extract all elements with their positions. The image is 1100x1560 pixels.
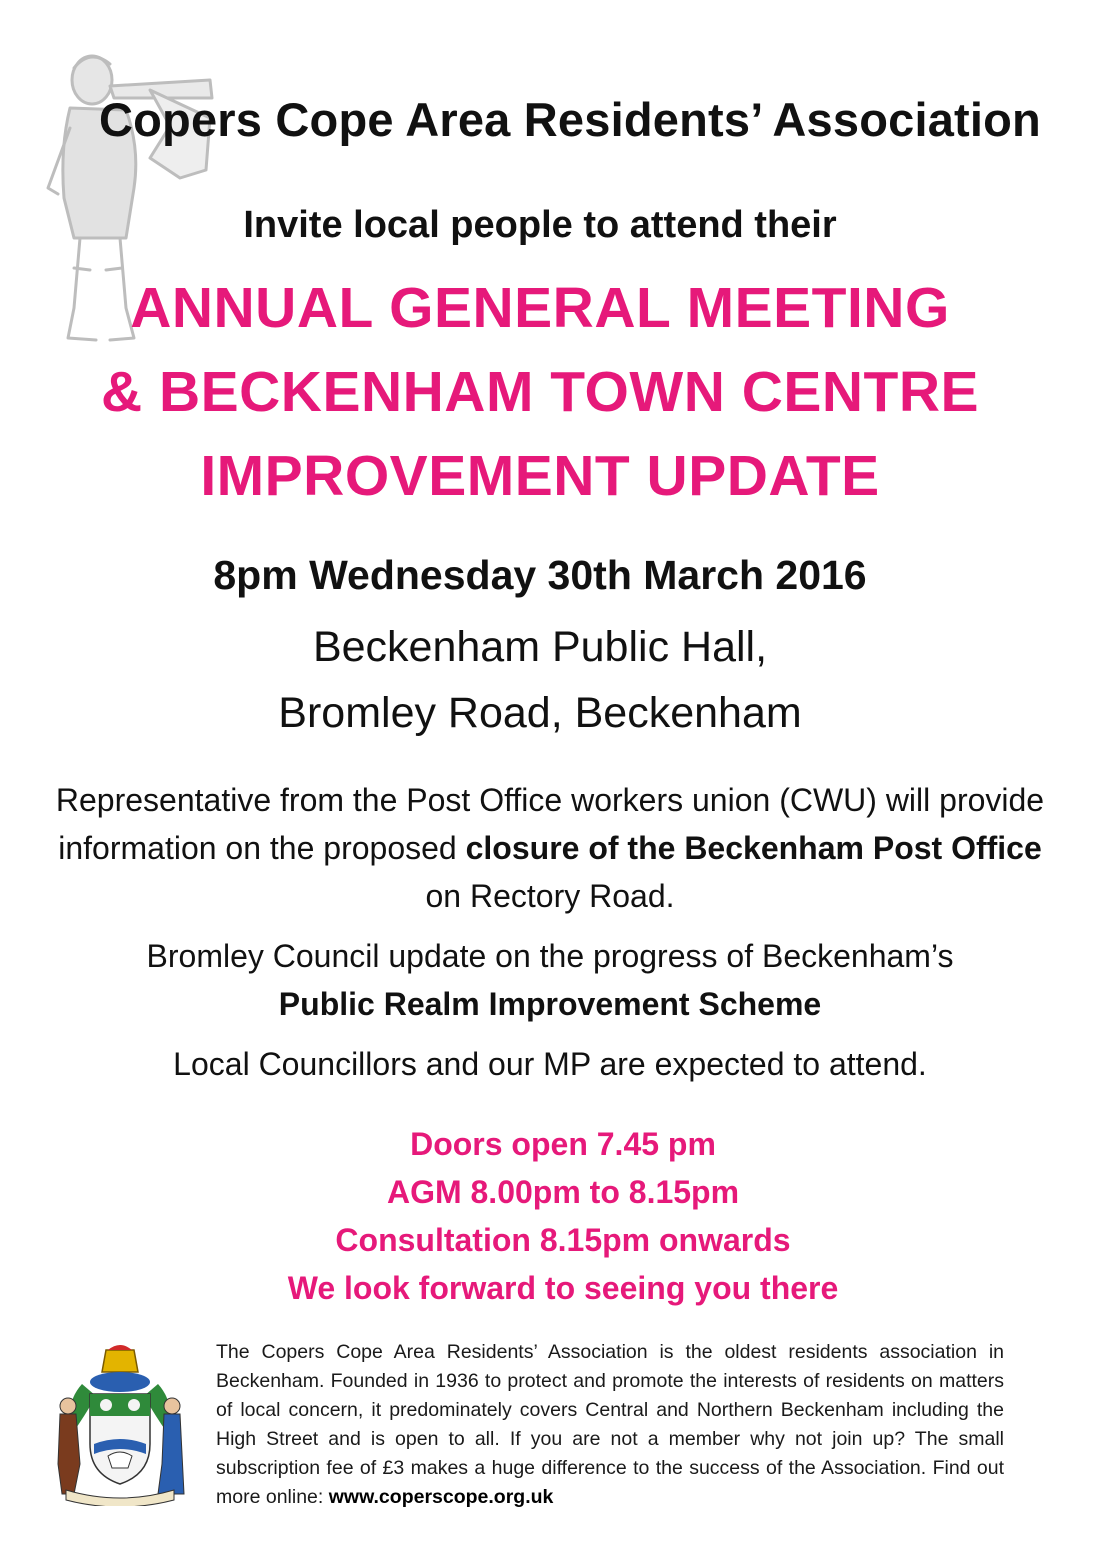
about-text: The Copers Cope Area Residents’ Association is the oldest residents association in Beckenham. Founded in 1936 to protect and promote the interests of residents on matters of local concern, it predominately covers Central and Northern Beckenham including the High Street and is open to all. If you are not a member why not join up? The small subscription fee of £3 makes a huge difference to the success of the Association. Find out more online: xyxy=(216,1341,1004,1508)
council-update-paragraph xyxy=(40,932,1060,1028)
p2-text: Bromley Council update on the progress of Beckenham’s xyxy=(146,938,954,974)
p2-bold-text: Public Realm Improvement Scheme xyxy=(278,986,822,1022)
p1-text-start: Representative from the Post Office workers union (CWU) will provide information on the proposed xyxy=(55,782,1045,866)
event-venue xyxy=(0,614,1080,746)
invite-line xyxy=(0,204,1100,247)
schedule xyxy=(0,1120,1100,1312)
headline-line-1: ANNUAL GENERAL MEETING xyxy=(130,276,950,340)
website-link[interactable]: www.coperscope.org.uk xyxy=(328,1486,554,1508)
event-date-time: 8pm Wednesday 30th March 2016 xyxy=(213,552,867,598)
schedule-agm: AGM 8.00pm to 8.15pm xyxy=(386,1174,740,1210)
coat-of-arms-icon xyxy=(46,1344,194,1506)
event-headline xyxy=(0,266,1080,518)
venue-line-1: Beckenham Public Hall, xyxy=(312,623,768,671)
headline-line-2: & BECKENHAM TOWN CENTRE xyxy=(100,360,980,424)
schedule-closing: We look forward to seeing you there xyxy=(287,1270,839,1306)
schedule-doors: Doors open 7.45 pm xyxy=(410,1126,716,1162)
p1-text-end: on Rectory Road. xyxy=(425,878,675,914)
headline-line-3: IMPROVEMENT UPDATE xyxy=(200,444,880,508)
association-info xyxy=(216,1338,1004,1512)
p1-bold-text: closure of the Beckenham Post Office xyxy=(465,830,1042,866)
schedule-consultation: Consultation 8.15pm onwards xyxy=(335,1222,791,1258)
organization-title: Copers Cope Area Residents’ Association xyxy=(99,93,1041,146)
councillors-paragraph: Local Councillors and our MP are expected to attend. xyxy=(173,1046,927,1082)
venue-line-2: Bromley Road, Beckenham xyxy=(278,689,802,737)
invite-text: Invite local people to attend their xyxy=(243,204,837,246)
post-office-paragraph xyxy=(40,776,1060,920)
